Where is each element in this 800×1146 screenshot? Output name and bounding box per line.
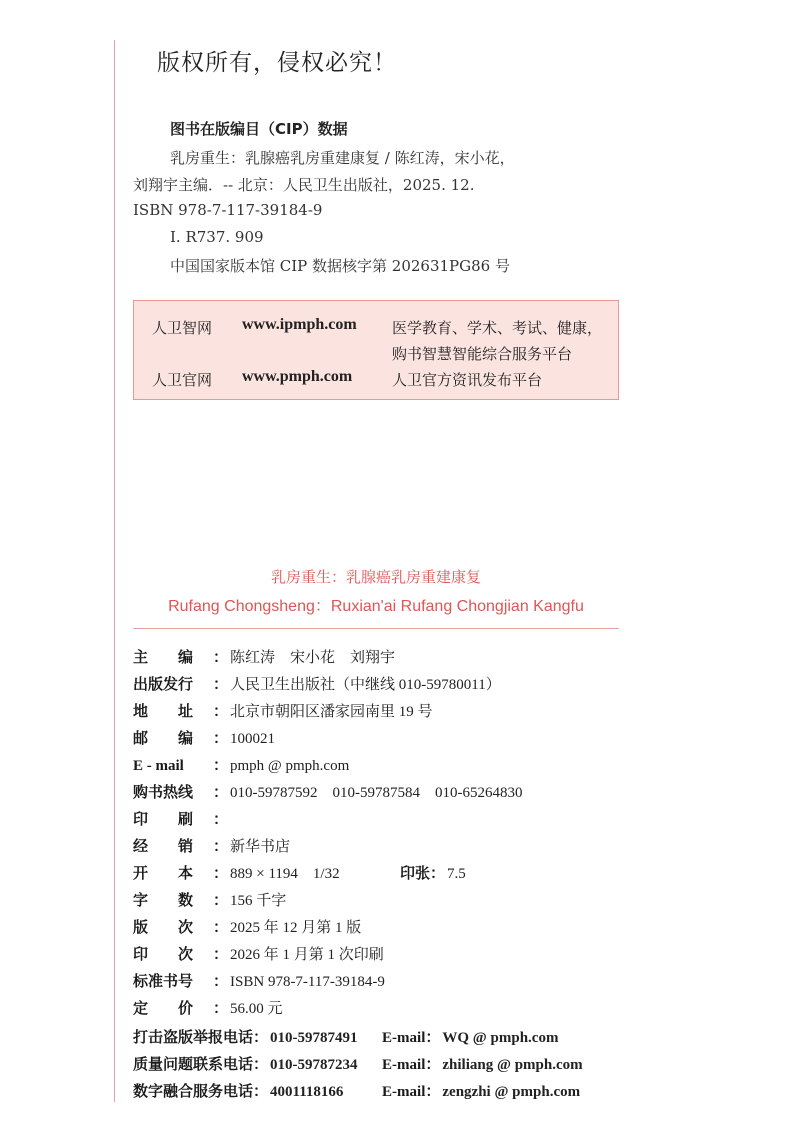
printer-label: 印 刷 [133, 810, 194, 828]
cip-line-editors: 刘翔宇主编．-- 北京：人民卫生出版社，2025. 12. [133, 176, 475, 194]
quality-email-link[interactable]: zhiliang @ pmph.com [442, 1057, 583, 1073]
sheets-label: 印张 [400, 864, 431, 882]
price-value: 56.00 元 [230, 1001, 283, 1017]
editor-row: 主 编 ： 陈红涛 宋小花 刘翔宇 [133, 648, 396, 666]
piracy-report-label: 打击盗版举报电话 [133, 1028, 254, 1046]
address-label: 地 址 [133, 702, 194, 720]
platform-url-link[interactable]: www.ipmph.com [242, 316, 357, 333]
official-site-url-link[interactable]: www.pmph.com [242, 368, 353, 385]
postcode-row: 邮 编 ： 100021 [133, 729, 276, 747]
platform-description-line2: 购书智慧智能综合服务平台 [392, 345, 573, 363]
digital-email-link[interactable]: zengzhi @ pmph.com [442, 1084, 581, 1100]
platform-info-box [133, 300, 619, 400]
publisher-value: 人民卫生出版社（中继线 010-59780011） [230, 677, 501, 693]
distributor-row: 经 销 ： 新华书店 [133, 837, 291, 855]
words-value: 156 千字 [230, 893, 287, 909]
printing-label: 印 次 [133, 945, 194, 963]
printer-row: 印 刷 ： [133, 810, 229, 828]
isbn-label: 标准书号 [133, 972, 194, 990]
digital-email-label: E-mail [382, 1084, 426, 1100]
platform-name: 人卫智网 [152, 319, 213, 337]
cip-line-classification: Ⅰ. R737. 909 [170, 228, 264, 246]
title-divider [133, 628, 619, 629]
email-row: E - mail ： pmph @ pmph.com [133, 756, 350, 774]
edition-row: 版 次 ： 2025 年 12 月第 1 版 [133, 918, 362, 936]
hotline-row: 购书热线 ： 010-59787592 010-59787584 010-65264830 [133, 783, 523, 801]
piracy-report-phone: 010-59787491 [270, 1030, 358, 1046]
book-title-chinese: 乳房重生：乳腺癌乳房重建康复 [270, 568, 481, 586]
piracy-email-label: E-mail [382, 1030, 426, 1046]
digital-service-phone: 4001118166 [270, 1084, 344, 1100]
price-row: 定 价 ： 56.00 元 [133, 999, 283, 1017]
printing-row: 印 次 ： 2026 年 1 月第 1 次印刷 [133, 945, 384, 963]
address-row: 地 址 ： 北京市朝阳区潘家园南里 19 号 [133, 702, 433, 720]
platform-description: 医学教育、学术、考试、健康， [392, 319, 603, 337]
hotline-value: 010-59787592 010-59787584 010-65264830 [230, 785, 523, 801]
quality-contact-row: 质量问题联系电话 ： 010-59787234 E-mail ： zhiliang @ pmph.com [133, 1055, 583, 1073]
edition-value: 2025 年 12 月第 1 版 [230, 920, 362, 936]
cip-line-record: 中国国家版本馆 CIP 数据核字第 202631PG86 号 [170, 257, 510, 275]
distributor-label: 经 销 [133, 837, 194, 855]
publisher-row: 出版发行 ： 人民卫生出版社（中继线 010-59780011） [133, 675, 501, 693]
email-label: E - mail [133, 758, 184, 774]
isbn-row: 标准书号 ： ISBN 978-7-117-39184-9 [133, 972, 385, 990]
format-row: 开 本 ： 889 × 1194 1/32 印张 ： 7.5 [133, 864, 466, 882]
book-title-pinyin: Rufang Chongsheng：Ruxian'ai Rufang Chongjian Kangfu [168, 598, 584, 615]
format-value: 889 × 1194 1/32 [230, 866, 340, 882]
address-value: 北京市朝阳区潘家园南里 19 号 [230, 704, 433, 720]
words-row: 字 数 ： 156 千字 [133, 891, 287, 909]
email-value-link[interactable]: pmph @ pmph.com [230, 758, 350, 774]
piracy-report-row: 打击盗版举报电话 ： 010-59787491 E-mail ： WQ @ pmph.com [133, 1028, 559, 1046]
digital-service-row: 数字融合服务电话 ： 4001118166 E-mail ： zengzhi @ pmph.com [133, 1082, 581, 1100]
format-label: 开 本 [133, 864, 194, 882]
words-label: 字 数 [133, 891, 194, 909]
piracy-email-link[interactable]: WQ @ pmph.com [442, 1030, 559, 1046]
quality-contact-label: 质量问题联系电话 [133, 1055, 254, 1073]
isbn-value: ISBN 978-7-117-39184-9 [230, 974, 385, 990]
cip-line-isbn: ISBN 978-7-117-39184-9 [133, 201, 323, 219]
official-site-description: 人卫官方资讯发布平台 [392, 371, 543, 389]
cip-heading: 图书在版编目（CIP）数据 [170, 120, 348, 138]
editor-label: 主 编 [133, 648, 194, 666]
postcode-value: 100021 [230, 731, 276, 747]
cip-line-title: 乳房重生：乳腺癌乳房重建康复 / 陈红涛，宋小花， [170, 149, 515, 167]
printing-value: 2026 年 1 月第 1 次印刷 [230, 947, 384, 963]
postcode-label: 邮 编 [133, 729, 194, 747]
digital-service-label: 数字融合服务电话 [133, 1082, 254, 1100]
sheets-value: 7.5 [447, 866, 466, 882]
quality-contact-phone: 010-59787234 [270, 1057, 358, 1073]
distributor-value: 新华书店 [230, 839, 291, 855]
official-site-name: 人卫官网 [152, 371, 213, 389]
edition-label: 版 次 [133, 918, 194, 936]
quality-email-label: E-mail [382, 1057, 426, 1073]
hotline-label: 购书热线 [133, 783, 194, 801]
editor-value: 陈红涛 宋小花 刘翔宇 [230, 650, 396, 666]
publisher-label: 出版发行 [133, 675, 194, 693]
price-label: 定 价 [133, 999, 194, 1017]
copyright-notice: 版权所有，侵权必究！ [157, 50, 397, 76]
